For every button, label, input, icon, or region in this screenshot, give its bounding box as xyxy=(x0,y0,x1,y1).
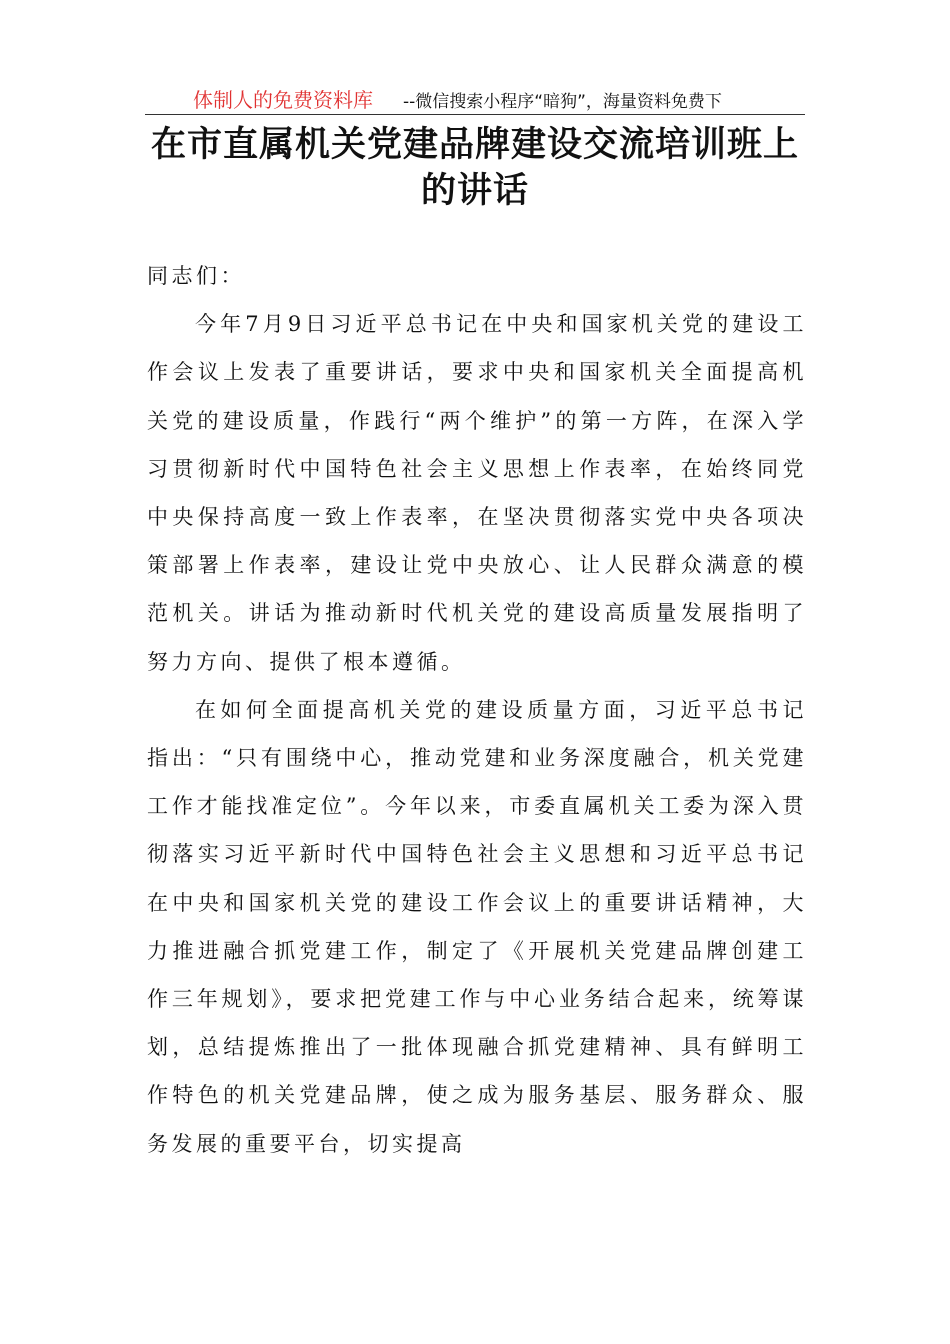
paragraph-2: 在如何全面提高机关党的建设质量方面，习近平总书记指出：“只有围绕中心，推动党建和业务深度融合，机关党建工作才能找准定位”。今年以来，市委直属机关工委为深入贯彻落实习近平新时代中国特色社会主义思想和习近平总书记在中央和国家机关党的建设工作会议上的重要讲话精神，大力推进融合抓党建工作，制定了《开展机关党建品牌创建工作三年规划》，要求把党建工作与中心业务结合起来，统筹谋划，总结提炼推出了一批体现融合抓党建精神、具有鲜明工作特色的机关党建品牌，使之成为服务基层、服务群众、服务发展的重要平台，切实提高 xyxy=(147,697,807,1156)
header-tagline: --微信搜索小程序“暗狗”，海量资料免费下 xyxy=(403,92,722,112)
page-header xyxy=(145,80,805,115)
salutation: 同志们： xyxy=(147,264,245,288)
paragraph-1: 今年7月9日习近平总书记在中央和国家机关党的建设工作会议上发表了重要讲话，要求中央和国家机关全面提高机关党的建设质量，作践行“两个维护”的第一方阵，在深入学习贯彻新时代中国特色社会主义思想上作表率，在始终同党中央保持高度一致上作表率，在坚决贯彻落实党中央各项决策部署上作表率，建设让党中央放心、让人民群众满意的模范机关。讲话为推动新时代机关党的建设高质量发展指明了努力方向、提供了根本遵循。 xyxy=(147,312,807,674)
title-line-2: 的讲话 xyxy=(420,170,529,211)
title-line-1: 在市直属机关党建品牌建设交流培训班上 xyxy=(150,124,799,165)
header-brand: 体制人的免费资料库 xyxy=(193,88,373,112)
document-title xyxy=(145,122,805,214)
document-body xyxy=(147,252,807,1168)
